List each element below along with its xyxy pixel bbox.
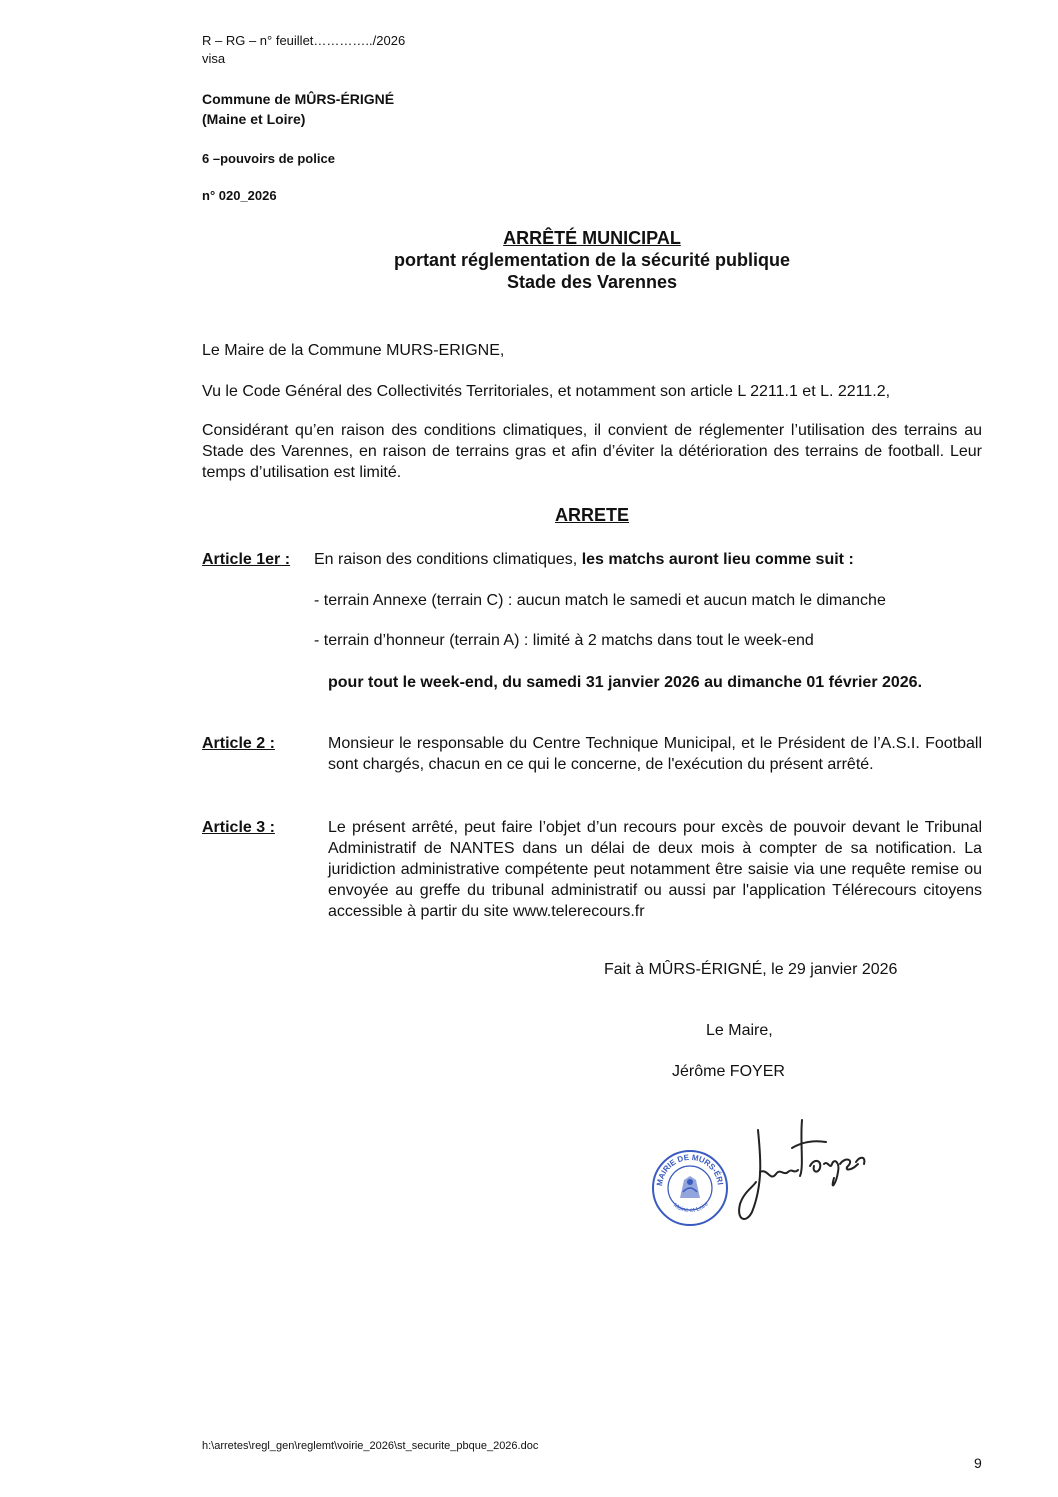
commune-name: Commune de MÛRS-ÉRIGNÉ (202, 91, 395, 107)
article-1-intro (314, 549, 984, 570)
file-path: h:\arretes\regl_gen\reglemt\voirie_2026\st_securite_pbque_2026.doc (202, 1440, 539, 1452)
document-title: ARRÊTÉ MUNICIPAL (503, 228, 681, 248)
article-1-intro-text: En raison des conditions climatiques, (314, 551, 582, 568)
arrete-heading: ARRETE (554, 505, 629, 525)
page-number: 9 (974, 1455, 982, 1471)
document-location: Stade des Varennes (506, 272, 678, 292)
article-1-label: Article 1er : (202, 551, 291, 568)
signer-name: Jérôme FOYER (672, 1063, 785, 1080)
article-2-label: Article 2 : (202, 735, 275, 752)
reference-line: R – RG – n° feuillet…………../2026 (202, 33, 406, 48)
seal-text: MAIRIE DE MURS-ÉRI (654, 1152, 725, 1187)
handwritten-signature (730, 1112, 870, 1232)
article-1-intro-bold: les matchs auront lieu comme suit : (581, 551, 854, 568)
article-2-text: Monsieur le responsable du Centre Technique Municipal, et le Président de l’A.S.I. Football sont chargés, chacun en ce qui le concerne, de l'exécution du présent arrêté. (328, 735, 982, 773)
fait-a-line: Fait à MÛRS-ÉRIGNÉ, le 29 janvier 2026 (604, 961, 898, 978)
article-1-period: pour tout le week-end, du samedi 31 janvier 2026 au dimanche 01 février 2026. (328, 674, 923, 691)
arrete-number: n° 020_2026 (202, 188, 277, 203)
category-label: 6 –pouvoirs de police (202, 151, 335, 166)
department-name: (Maine et Loire) (202, 111, 306, 127)
preamble-vu: Vu le Code Général des Collectivités Territoriales, et notamment son article L 2211.1 et L. 2211.2, (202, 383, 891, 400)
visa-label: visa (202, 51, 226, 66)
article-1-item-terrain-a: - terrain d’honneur (terrain A) : limité à 2 matchs dans tout le week-end (314, 632, 814, 649)
preamble-maire: Le Maire de la Commune MURS-ERIGNE, (202, 342, 505, 359)
seal-bottom-text: Maine-et-Loire (671, 1201, 710, 1215)
article-3-label: Article 3 : (202, 819, 275, 836)
article-1-item-terrain-c: - terrain Annexe (terrain C) : aucun match le samedi et aucun match le dimanche (314, 592, 886, 609)
municipal-seal-icon (650, 1148, 730, 1228)
article-3-text: Le présent arrêté, peut faire l’objet d’un recours pour excès de pouvoir devant le Tribunal Administratif de NANTES dans un délai de deux mois à compter de sa notification. La juridiction administrative compétente peut notamment être saisie via une requête remise ou envoyée au greffe du tribunal administratif ou aussi par l'application Télérecours citoyens accessible à partir du site www.telerecours.fr (328, 819, 982, 920)
document-subtitle: portant réglementation de la sécurité publique (393, 250, 791, 270)
svg-text:Maine-et-Loire (672, 1201, 710, 1214)
signer-role: Le Maire, (706, 1022, 773, 1039)
preamble-considerant: Considérant qu’en raison des conditions climatiques, il convient de réglementer l’utilisation des terrains au Stade des Varennes, en raison de terrains gras et afin d’éviter la détérioration des terrains de football. Leur temps d’utilisation est limité. (202, 422, 982, 481)
